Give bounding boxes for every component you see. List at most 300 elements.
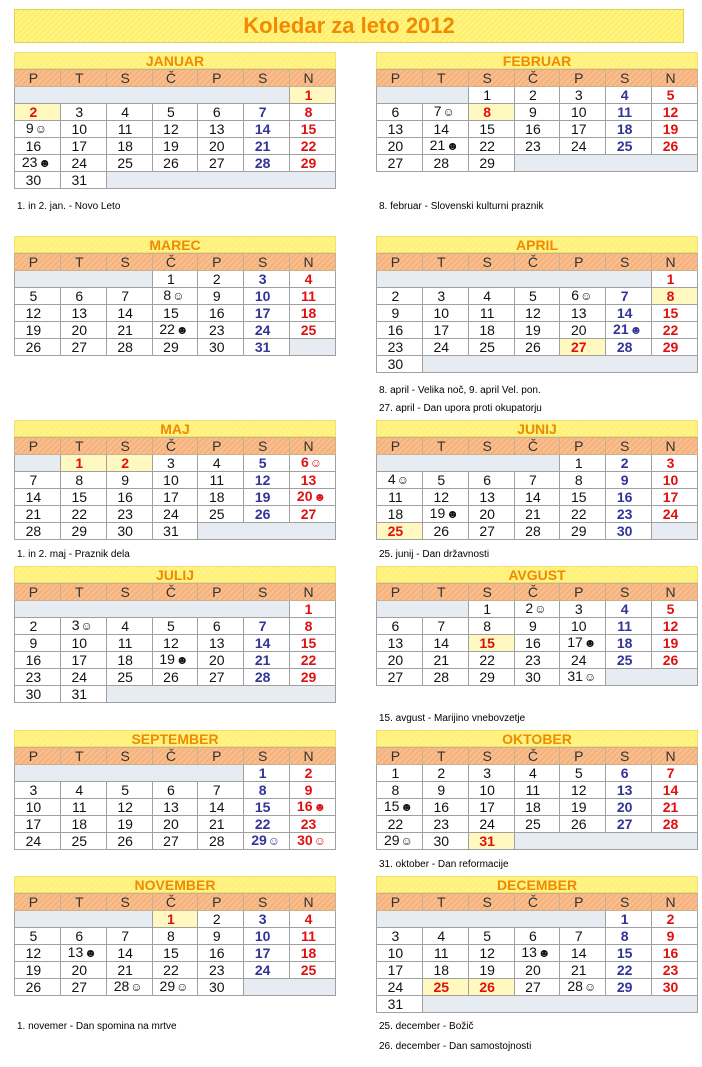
weekday-label: S: [106, 894, 152, 911]
day-cell: 24: [244, 962, 290, 979]
day-cell: 12: [422, 489, 468, 506]
day-cell: 23: [198, 962, 244, 979]
weekday-label: P: [560, 584, 606, 601]
day-cell: 27: [468, 523, 514, 540]
holiday-note: 8. april - Velika noč, 9. april Vel. pon.: [379, 385, 541, 396]
weekday-header: [15, 70, 336, 87]
week-row: [377, 506, 698, 523]
day-cell: 21☻: [422, 138, 468, 155]
day-cell: 20: [377, 652, 423, 669]
day-cell: 24: [468, 816, 514, 833]
day-cell: 30: [652, 979, 698, 996]
day-cell: 25: [468, 339, 514, 356]
weekday-label: S: [468, 254, 514, 271]
day-cell: 3: [560, 601, 606, 618]
week-row: [15, 138, 336, 155]
day-cell: 11: [106, 635, 152, 652]
day-cell: 29: [606, 979, 652, 996]
week-row: [15, 339, 336, 356]
day-cell: 26: [15, 339, 61, 356]
week-row: [377, 996, 698, 1013]
weekday-label: Č: [152, 584, 198, 601]
week-row: [15, 523, 336, 540]
day-cell: 8: [290, 104, 336, 121]
weekday-label: S: [244, 70, 290, 87]
day-cell: 30: [106, 523, 152, 540]
week-row: [377, 945, 698, 962]
day-cell: 14: [106, 305, 152, 322]
day-cell: 13: [560, 305, 606, 322]
new-moon-icon: ☻: [629, 323, 643, 337]
weekday-label: N: [652, 584, 698, 601]
day-cell: 27: [377, 669, 423, 686]
day-cell: 14: [514, 489, 560, 506]
weekday-label: T: [422, 70, 468, 87]
day-cell: 28: [652, 816, 698, 833]
month-april: [376, 236, 698, 373]
week-row: [377, 911, 698, 928]
day-cell: 20: [560, 322, 606, 339]
day-cell: 1: [152, 271, 198, 288]
day-cell: 30: [422, 833, 468, 850]
day-cell: 3: [244, 271, 290, 288]
week-row: [377, 489, 698, 506]
day-cell: 3: [15, 782, 61, 799]
day-cell: 2: [15, 104, 61, 121]
day-cell: 9: [15, 635, 61, 652]
day-cell: 12: [652, 104, 698, 121]
weekday-header: [15, 438, 336, 455]
day-cell: 8: [290, 618, 336, 635]
day-cell: 27: [60, 979, 106, 996]
day-cell: 11: [422, 945, 468, 962]
day-cell: 20: [60, 962, 106, 979]
day-cell: 6☺: [560, 288, 606, 305]
weekday-label: P: [560, 748, 606, 765]
day-cell: 4: [514, 765, 560, 782]
weekday-label: T: [60, 584, 106, 601]
weekday-label: P: [15, 70, 61, 87]
day-cell: 8: [560, 472, 606, 489]
week-row: [377, 523, 698, 540]
empty-cell: [198, 523, 336, 540]
empty-cell: [652, 523, 698, 540]
day-cell: 25: [106, 155, 152, 172]
weekday-label: T: [60, 438, 106, 455]
month-januar: [14, 52, 336, 189]
day-cell: 15: [560, 489, 606, 506]
day-cell: 29: [652, 339, 698, 356]
full-moon-icon: ☺: [309, 456, 323, 470]
month-table: [376, 893, 698, 1013]
day-cell: 21: [15, 506, 61, 523]
day-cell: 17: [244, 945, 290, 962]
empty-cell: [15, 765, 244, 782]
day-cell: 8: [606, 928, 652, 945]
day-cell: 17: [560, 121, 606, 138]
day-cell: 19: [560, 799, 606, 816]
day-cell: 14: [244, 635, 290, 652]
day-cell: 22: [468, 652, 514, 669]
day-cell: 4: [468, 288, 514, 305]
empty-cell: [422, 996, 697, 1013]
day-cell: 10: [244, 928, 290, 945]
day-cell: 18: [290, 305, 336, 322]
weekday-label: S: [244, 748, 290, 765]
day-cell: 9: [652, 928, 698, 945]
empty-cell: [377, 87, 469, 104]
day-cell: 15: [290, 635, 336, 652]
week-row: [377, 138, 698, 155]
full-moon-icon: ☺: [583, 980, 597, 994]
weekday-label: P: [377, 748, 423, 765]
day-cell: 25: [514, 816, 560, 833]
day-cell: 19: [652, 635, 698, 652]
day-cell: 20: [514, 962, 560, 979]
day-cell: 9: [514, 104, 560, 121]
day-cell: 10: [652, 472, 698, 489]
month-table: [376, 583, 698, 686]
week-row: [15, 945, 336, 962]
day-cell: 1: [468, 87, 514, 104]
full-moon-icon: ☺: [534, 602, 547, 616]
day-cell: 11: [198, 472, 244, 489]
day-cell: 6: [198, 618, 244, 635]
day-cell: 30: [198, 979, 244, 996]
weekday-header: [15, 748, 336, 765]
day-cell: 19: [15, 962, 61, 979]
month-februar: [376, 52, 698, 172]
day-cell: 15: [152, 305, 198, 322]
day-cell: 23☻: [15, 155, 61, 172]
day-cell: 4: [606, 601, 652, 618]
week-row: [377, 121, 698, 138]
day-cell: 5: [152, 104, 198, 121]
day-cell: 26: [514, 339, 560, 356]
empty-cell: [377, 455, 560, 472]
week-row: [15, 782, 336, 799]
day-cell: 23: [290, 816, 336, 833]
day-cell: 24: [244, 322, 290, 339]
day-cell: 10: [422, 305, 468, 322]
day-cell: 13: [290, 472, 336, 489]
day-cell: 24: [422, 339, 468, 356]
day-cell: 29: [290, 155, 336, 172]
day-cell: 13: [377, 635, 423, 652]
weekday-label: P: [377, 438, 423, 455]
new-moon-icon: ☻: [313, 800, 327, 814]
weekday-label: T: [422, 584, 468, 601]
day-cell: 4: [290, 271, 336, 288]
empty-cell: [514, 833, 697, 850]
month-julij: [14, 566, 336, 703]
day-cell: 3: [244, 911, 290, 928]
day-cell: 12: [652, 618, 698, 635]
day-cell: 7: [106, 288, 152, 305]
day-cell: 15: [606, 945, 652, 962]
weekday-label: S: [106, 748, 152, 765]
weekday-label: Č: [514, 584, 560, 601]
month-maj: [14, 420, 336, 540]
day-cell: 5: [652, 87, 698, 104]
day-cell: 12: [15, 305, 61, 322]
holiday-note: 26. december - Dan samostojnosti: [379, 1041, 532, 1052]
day-cell: 3: [152, 455, 198, 472]
weekday-label: P: [15, 254, 61, 271]
day-cell: 19: [244, 489, 290, 506]
month-avgust: [376, 566, 698, 686]
empty-cell: [106, 686, 335, 703]
day-cell: 17: [152, 489, 198, 506]
weekday-label: P: [198, 584, 244, 601]
day-cell: 7: [106, 928, 152, 945]
day-cell: 15: [152, 945, 198, 962]
weekday-label: N: [652, 254, 698, 271]
weekday-label: T: [422, 438, 468, 455]
day-cell: 28: [606, 339, 652, 356]
day-cell: 12: [15, 945, 61, 962]
day-cell: 20: [198, 652, 244, 669]
week-row: [377, 979, 698, 996]
weekday-label: S: [606, 748, 652, 765]
day-cell: 1: [606, 911, 652, 928]
new-moon-icon: ☻: [537, 946, 551, 960]
day-cell: 20: [152, 816, 198, 833]
day-cell: 23: [652, 962, 698, 979]
week-row: [15, 489, 336, 506]
day-cell: 9☺: [15, 121, 61, 138]
day-cell: 13: [60, 305, 106, 322]
weekday-label: P: [198, 894, 244, 911]
day-cell: 23: [377, 339, 423, 356]
day-cell: 12: [152, 121, 198, 138]
day-cell: 5: [514, 288, 560, 305]
day-cell: 31: [152, 523, 198, 540]
day-cell: 6: [60, 928, 106, 945]
weekday-label: N: [290, 894, 336, 911]
weekday-label: P: [560, 254, 606, 271]
day-cell: 29☺: [152, 979, 198, 996]
weekday-label: N: [290, 254, 336, 271]
week-row: [15, 87, 336, 104]
day-cell: 13☻: [60, 945, 106, 962]
day-cell: 8: [244, 782, 290, 799]
day-cell: 8: [652, 288, 698, 305]
day-cell: 25: [290, 962, 336, 979]
week-row: [15, 305, 336, 322]
full-moon-icon: ☺: [130, 980, 143, 994]
day-cell: 5: [152, 618, 198, 635]
day-cell: 31: [377, 996, 423, 1013]
day-cell: 17: [468, 799, 514, 816]
day-cell: 14: [422, 121, 468, 138]
day-cell: 15: [468, 121, 514, 138]
day-cell: 26: [15, 979, 61, 996]
day-cell: 17: [652, 489, 698, 506]
day-cell: 3: [377, 928, 423, 945]
day-cell: 21: [244, 652, 290, 669]
week-row: [377, 305, 698, 322]
day-cell: 24: [560, 138, 606, 155]
day-cell: 27: [560, 339, 606, 356]
full-moon-icon: ☺: [583, 670, 597, 684]
day-cell: 10: [15, 799, 61, 816]
day-cell: 22: [60, 506, 106, 523]
weekday-label: Č: [152, 254, 198, 271]
weekday-label: T: [60, 748, 106, 765]
new-moon-icon: ☻: [400, 800, 414, 814]
day-cell: 22: [377, 816, 423, 833]
day-cell: 29: [152, 339, 198, 356]
day-cell: 23: [15, 669, 61, 686]
weekday-label: S: [106, 254, 152, 271]
empty-cell: [15, 911, 153, 928]
day-cell: 1: [244, 765, 290, 782]
day-cell: 12: [152, 635, 198, 652]
day-cell: 7: [422, 618, 468, 635]
day-cell: 1: [60, 455, 106, 472]
day-cell: 20: [468, 506, 514, 523]
day-cell: 2☺: [514, 601, 560, 618]
empty-cell: [15, 271, 153, 288]
week-row: [15, 288, 336, 305]
calendar-title: Koledar za leto 2012: [14, 9, 684, 43]
day-cell: 23: [422, 816, 468, 833]
weekday-label: S: [606, 70, 652, 87]
day-cell: 13: [198, 121, 244, 138]
day-cell: 30: [198, 339, 244, 356]
full-moon-icon: ☺: [580, 289, 593, 303]
week-row: [377, 601, 698, 618]
day-cell: 11: [514, 782, 560, 799]
day-cell: 26: [560, 816, 606, 833]
weekday-label: Č: [514, 70, 560, 87]
day-cell: 23: [198, 322, 244, 339]
empty-cell: [15, 601, 290, 618]
day-cell: 24: [560, 652, 606, 669]
weekday-label: P: [15, 894, 61, 911]
day-cell: 6: [606, 765, 652, 782]
holiday-note: 15. avgust - Marijino vnebovzetje: [379, 713, 526, 724]
day-cell: 2: [422, 765, 468, 782]
day-cell: 14: [652, 782, 698, 799]
weekday-label: T: [60, 254, 106, 271]
day-cell: 29: [60, 523, 106, 540]
weekday-header: [377, 70, 698, 87]
day-cell: 25: [377, 523, 423, 540]
day-cell: 4☺: [377, 472, 423, 489]
day-cell: 30: [606, 523, 652, 540]
day-cell: 7☺: [422, 104, 468, 121]
day-cell: 15: [60, 489, 106, 506]
day-cell: 10: [60, 121, 106, 138]
weekday-label: S: [244, 438, 290, 455]
day-cell: 22: [290, 652, 336, 669]
day-cell: 31: [468, 833, 514, 850]
day-cell: 16: [15, 138, 61, 155]
day-cell: 29: [560, 523, 606, 540]
full-moon-icon: ☺: [176, 980, 189, 994]
day-cell: 21: [244, 138, 290, 155]
holiday-note: 1. in 2. maj - Praznik dela: [17, 549, 130, 560]
day-cell: 10: [152, 472, 198, 489]
day-cell: 15: [652, 305, 698, 322]
day-cell: 7: [560, 928, 606, 945]
month-junij: [376, 420, 698, 540]
day-cell: 31: [60, 686, 106, 703]
day-cell: 9: [377, 305, 423, 322]
full-moon-icon: ☺: [172, 289, 185, 303]
new-moon-icon: ☻: [175, 323, 189, 337]
week-row: [377, 833, 698, 850]
day-cell: 20: [377, 138, 423, 155]
weekday-label: S: [606, 254, 652, 271]
day-cell: 4: [198, 455, 244, 472]
day-cell: 27: [514, 979, 560, 996]
week-row: [15, 618, 336, 635]
day-cell: 5: [15, 928, 61, 945]
month-table: [14, 253, 336, 356]
day-cell: 10: [244, 288, 290, 305]
week-row: [377, 356, 698, 373]
week-row: [15, 816, 336, 833]
week-row: [15, 979, 336, 996]
weekday-label: P: [198, 254, 244, 271]
day-cell: 26: [106, 833, 152, 850]
month-title: JUNIJ: [376, 420, 698, 437]
day-cell: 2: [514, 87, 560, 104]
day-cell: 17: [60, 652, 106, 669]
day-cell: 13: [606, 782, 652, 799]
day-cell: 5: [15, 288, 61, 305]
day-cell: 27: [152, 833, 198, 850]
weekday-label: Č: [514, 748, 560, 765]
new-moon-icon: ☻: [175, 653, 189, 667]
day-cell: 16: [422, 799, 468, 816]
week-row: [377, 455, 698, 472]
day-cell: 29: [468, 669, 514, 686]
day-cell: 26: [468, 979, 514, 996]
day-cell: 13: [377, 121, 423, 138]
day-cell: 2: [15, 618, 61, 635]
month-marec: [14, 236, 336, 356]
week-row: [377, 928, 698, 945]
day-cell: 14: [15, 489, 61, 506]
day-cell: 20☻: [290, 489, 336, 506]
weekday-label: S: [606, 438, 652, 455]
day-cell: 7: [198, 782, 244, 799]
new-moon-icon: ☻: [313, 490, 327, 504]
weekday-label: T: [60, 894, 106, 911]
day-cell: 19: [468, 962, 514, 979]
weekday-label: S: [468, 70, 514, 87]
day-cell: 1: [652, 271, 698, 288]
new-moon-icon: ☻: [446, 507, 459, 521]
empty-cell: [106, 172, 335, 189]
week-row: [15, 928, 336, 945]
day-cell: 27: [60, 339, 106, 356]
day-cell: 22: [652, 322, 698, 339]
day-cell: 25: [60, 833, 106, 850]
day-cell: 28: [15, 523, 61, 540]
day-cell: 27: [198, 155, 244, 172]
day-cell: 21: [106, 322, 152, 339]
day-cell: 16: [198, 305, 244, 322]
day-cell: 21: [106, 962, 152, 979]
month-oktober: [376, 730, 698, 850]
day-cell: 24: [377, 979, 423, 996]
day-cell: 18: [106, 138, 152, 155]
